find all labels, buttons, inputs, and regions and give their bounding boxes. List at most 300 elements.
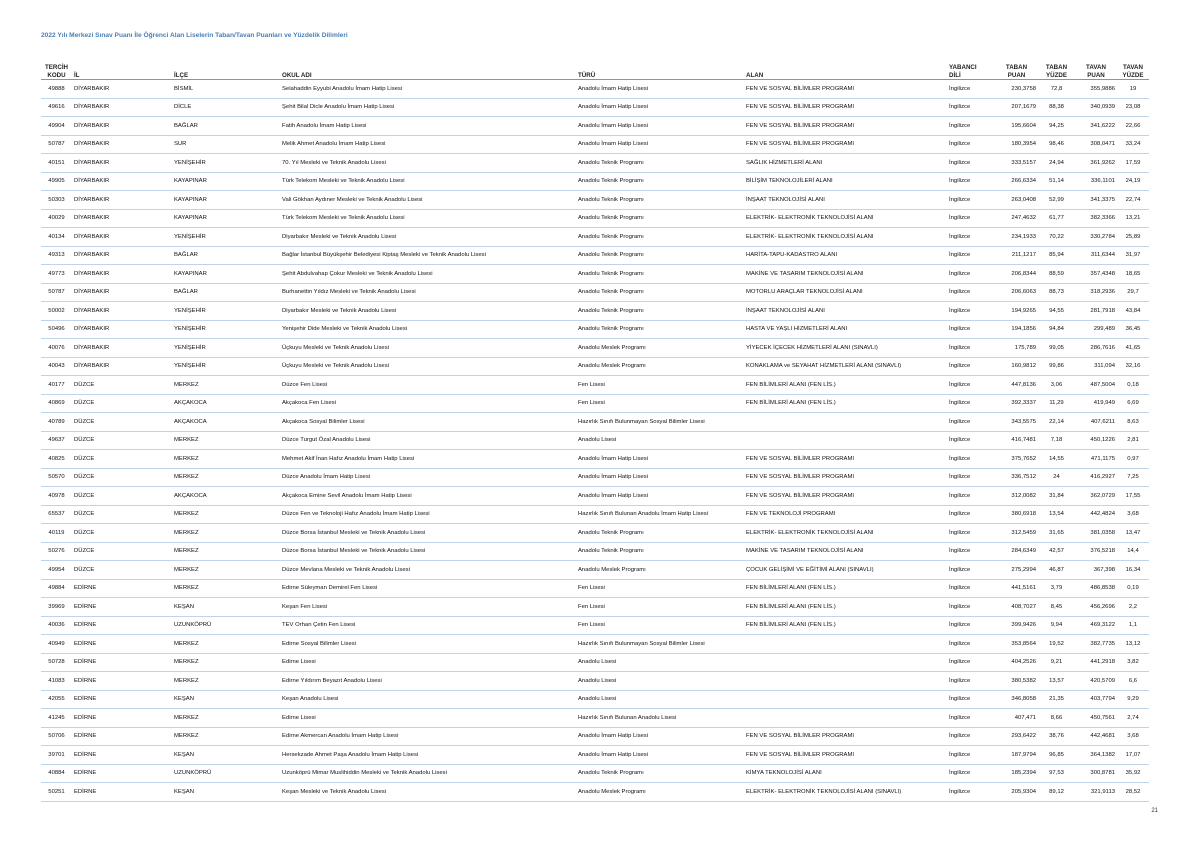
cell-min-percent: 72,8	[1038, 80, 1075, 99]
cell-language: İngilizce	[947, 579, 995, 598]
table-row	[41, 579, 1149, 598]
cell-max-percent: 14,4	[1117, 542, 1149, 561]
table-row	[41, 320, 1149, 339]
cell-language: İngilizce	[947, 468, 995, 487]
cell-max-score: 407,6211	[1075, 413, 1117, 432]
table-row	[41, 783, 1149, 802]
cell-district: MERKEZ	[172, 561, 280, 580]
cell-max-percent: 2,74	[1117, 709, 1149, 728]
cell-type: Anadolu Teknik Programı	[576, 764, 744, 783]
cell-province: DÜZCE	[72, 561, 172, 580]
cell-field	[744, 653, 947, 672]
cell-school-name: 70. Yıl Mesleki ve Teknik Anadolu Lisesi	[280, 154, 576, 173]
cell-type: Anadolu İmam Hatip Lisesi	[576, 80, 744, 99]
cell-school-name: Edirne Lisesi	[280, 709, 576, 728]
cell-province: EDİRNE	[72, 690, 172, 709]
cell-min-percent: 13,57	[1038, 672, 1075, 691]
cell-district: MERKEZ	[172, 579, 280, 598]
cell-min-score: 185,2394	[995, 764, 1038, 783]
table-row	[41, 653, 1149, 672]
cell-code: 50706	[41, 727, 72, 746]
cell-code: 41245	[41, 709, 72, 728]
cell-type: Anadolu İmam Hatip Lisesi	[576, 487, 744, 506]
cell-school-name: Düzce Borsa İstanbul Mesleki ve Teknik Anadolu Lisesi	[280, 524, 576, 543]
cell-code: 49904	[41, 117, 72, 136]
cell-min-score: 247,4632	[995, 209, 1038, 228]
cell-min-score: 266,6334	[995, 172, 1038, 191]
cell-min-score: 160,9812	[995, 357, 1038, 376]
cell-language: İngilizce	[947, 80, 995, 99]
cell-district: AKÇAKOCA	[172, 413, 280, 432]
cell-district: YENİŞEHİR	[172, 228, 280, 247]
table-row	[41, 450, 1149, 469]
table-row	[41, 709, 1149, 728]
cell-type: Anadolu Teknik Programı	[576, 302, 744, 321]
cell-min-score: 392,3337	[995, 394, 1038, 413]
cell-province: DÜZCE	[72, 450, 172, 469]
cell-language: İngilizce	[947, 709, 995, 728]
cell-field	[744, 709, 947, 728]
cell-max-score: 340,0939	[1075, 98, 1117, 117]
cell-max-score: 469,3122	[1075, 616, 1117, 635]
cell-code: 50787	[41, 283, 72, 302]
cell-type: Fen Lisesi	[576, 394, 744, 413]
cell-district: MERKEZ	[172, 450, 280, 469]
cell-code: 49637	[41, 431, 72, 450]
cell-code: 40978	[41, 487, 72, 506]
cell-field: YİYECEK İÇECEK HİZMETLERİ ALANI (SINAVLI)	[744, 339, 947, 358]
cell-district: MERKEZ	[172, 709, 280, 728]
cell-province: DİYARBAKIR	[72, 172, 172, 191]
cell-district: BAĞLAR	[172, 246, 280, 265]
cell-max-percent: 35,92	[1117, 764, 1149, 783]
cell-type: Anadolu Teknik Programı	[576, 320, 744, 339]
cell-min-percent: 88,38	[1038, 98, 1075, 117]
cell-province: EDİRNE	[72, 598, 172, 617]
cell-min-percent: 42,57	[1038, 542, 1075, 561]
table-row	[41, 635, 1149, 654]
cell-min-score: 312,5459	[995, 524, 1038, 543]
cell-language: İngilizce	[947, 746, 995, 765]
cell-language: İngilizce	[947, 598, 995, 617]
cell-min-score: 375,7652	[995, 450, 1038, 469]
cell-district: UZUNKÖPRÜ	[172, 764, 280, 783]
cell-max-score: 419,949	[1075, 394, 1117, 413]
cell-min-score: 343,5575	[995, 413, 1038, 432]
cell-max-percent: 2,2	[1117, 598, 1149, 617]
cell-school-name: Melik Ahmet Anadolu İmam Hatip Lisesi	[280, 135, 576, 154]
cell-school-name: TEV Orhan Çetin Fen Lisesi	[280, 616, 576, 635]
cell-province: EDİRNE	[72, 635, 172, 654]
cell-province: DÜZCE	[72, 505, 172, 524]
cell-district: SUR	[172, 135, 280, 154]
cell-max-score: 367,398	[1075, 561, 1117, 580]
cell-province: DİYARBAKIR	[72, 191, 172, 210]
cell-min-score: 416,7481	[995, 431, 1038, 450]
cell-province: DİYARBAKIR	[72, 246, 172, 265]
cell-school-name: Yenişehir Dide Mesleki ve Teknik Anadolu Lisesi	[280, 320, 576, 339]
cell-max-score: 362,0729	[1075, 487, 1117, 506]
cell-field	[744, 672, 947, 691]
cell-school-name: Diyarbakır Mesleki ve Teknik Anadolu Lisesi	[280, 302, 576, 321]
cell-language: İngilizce	[947, 302, 995, 321]
cell-district: MERKEZ	[172, 505, 280, 524]
cell-code: 41083	[41, 672, 72, 691]
cell-min-score: 194,1856	[995, 320, 1038, 339]
cell-max-percent: 13,21	[1117, 209, 1149, 228]
cell-max-score: 286,7616	[1075, 339, 1117, 358]
cell-type: Anadolu Teknik Programı	[576, 228, 744, 247]
cell-min-score: 407,471	[995, 709, 1038, 728]
cell-min-percent: 9,21	[1038, 653, 1075, 672]
cell-code: 40869	[41, 394, 72, 413]
cell-province: DİYARBAKIR	[72, 228, 172, 247]
cell-school-name: Akçakoca Emine Sevil Anadolu İmam Hatip Lisesi	[280, 487, 576, 506]
cell-max-percent: 22,74	[1117, 191, 1149, 210]
cell-min-score: 353,8564	[995, 635, 1038, 654]
cell-type: Hazırlık Sınıfı Bulunmayan Sosyal Bilimler Lisesi	[576, 635, 744, 654]
cell-district: MERKEZ	[172, 653, 280, 672]
cell-min-score: 175,789	[995, 339, 1038, 358]
cell-province: DÜZCE	[72, 394, 172, 413]
cell-max-percent: 6,6	[1117, 672, 1149, 691]
cell-max-score: 442,4824	[1075, 505, 1117, 524]
cell-province: DÜZCE	[72, 376, 172, 395]
cell-school-name: Edirne Yıldırım Beyazıt Anadolu Lisesi	[280, 672, 576, 691]
cell-school-name: Düzce Borsa İstanbul Mesleki ve Teknik Anadolu Lisesi	[280, 542, 576, 561]
table-row	[41, 413, 1149, 432]
cell-min-percent: 31,65	[1038, 524, 1075, 543]
cell-language: İngilizce	[947, 487, 995, 506]
cell-code: 49773	[41, 265, 72, 284]
cell-province: DÜZCE	[72, 468, 172, 487]
cell-school-name: Düzce Fen Lisesi	[280, 376, 576, 395]
cell-code: 39969	[41, 598, 72, 617]
cell-province: EDİRNE	[72, 764, 172, 783]
cell-type: Anadolu Meslek Programı	[576, 339, 744, 358]
cell-max-percent: 3,68	[1117, 727, 1149, 746]
cell-min-percent: 70,22	[1038, 228, 1075, 247]
table-row	[41, 431, 1149, 450]
cell-min-score: 230,3758	[995, 80, 1038, 99]
cell-school-name: Edirne Süleyman Demirel Fen Lisesi	[280, 579, 576, 598]
cell-max-score: 321,9113	[1075, 783, 1117, 802]
table-header-row	[41, 55, 1149, 80]
cell-code: 50002	[41, 302, 72, 321]
cell-max-percent: 16,34	[1117, 561, 1149, 580]
table-row	[41, 764, 1149, 783]
col-header-province: İL	[72, 55, 172, 80]
cell-code: 40949	[41, 635, 72, 654]
cell-type: Anadolu İmam Hatip Lisesi	[576, 746, 744, 765]
cell-district: MERKEZ	[172, 542, 280, 561]
cell-type: Anadolu Teknik Programı	[576, 209, 744, 228]
cell-language: İngilizce	[947, 524, 995, 543]
cell-field: FEN BİLİMLERİ ALANI (FEN LİS.)	[744, 394, 947, 413]
cell-language: İngilizce	[947, 690, 995, 709]
cell-code: 40884	[41, 764, 72, 783]
cell-max-score: 382,7735	[1075, 635, 1117, 654]
cell-school-name: Diyarbakır Mesleki ve Teknik Anadolu Lisesi	[280, 228, 576, 247]
cell-school-name: Düzce Turgut Özal Anadolu Lisesi	[280, 431, 576, 450]
cell-max-score: 442,4681	[1075, 727, 1117, 746]
cell-school-name: Selahaddin Eyyubi Anadolu İmam Hatip Lisesi	[280, 80, 576, 99]
table-row	[41, 727, 1149, 746]
cell-school-name: Edirne Lisesi	[280, 653, 576, 672]
cell-max-percent: 29,7	[1117, 283, 1149, 302]
cell-language: İngilizce	[947, 783, 995, 802]
cell-school-name: Edirne Akmercan Anadolu İmam Hatip Lisesi	[280, 727, 576, 746]
cell-type: Fen Lisesi	[576, 376, 744, 395]
cell-max-percent: 18,65	[1117, 265, 1149, 284]
cell-field: FEN VE TEKNOLOJİ PROGRAMI	[744, 505, 947, 524]
cell-max-score: 381,0358	[1075, 524, 1117, 543]
cell-language: İngilizce	[947, 653, 995, 672]
cell-min-score: 180,3954	[995, 135, 1038, 154]
cell-field: FEN BİLİMLERİ ALANI (FEN LİS.)	[744, 616, 947, 635]
cell-district: UZUNKÖPRÜ	[172, 616, 280, 635]
table-row	[41, 135, 1149, 154]
cell-max-percent: 2,81	[1117, 431, 1149, 450]
cell-district: KAYAPINAR	[172, 172, 280, 191]
cell-field: FEN VE SOSYAL BİLİMLER PROGRAMI	[744, 80, 947, 99]
cell-language: İngilizce	[947, 320, 995, 339]
cell-min-score: 207,1679	[995, 98, 1038, 117]
cell-field: ELEKTRİK- ELEKTRONİK TEKNOLOJİSİ ALANI	[744, 209, 947, 228]
cell-code: 50303	[41, 191, 72, 210]
cell-type: Anadolu Meslek Programı	[576, 561, 744, 580]
table-row	[41, 376, 1149, 395]
cell-min-score: 404,2526	[995, 653, 1038, 672]
cell-field: İNŞAAT TEKNOLOJİSİ ALANI	[744, 302, 947, 321]
cell-min-percent: 51,14	[1038, 172, 1075, 191]
cell-school-name: Türk Telekom Mesleki ve Teknik Anadolu Lisesi	[280, 172, 576, 191]
cell-district: KAYAPINAR	[172, 191, 280, 210]
cell-district: BAĞLAR	[172, 283, 280, 302]
cell-code: 40043	[41, 357, 72, 376]
cell-province: DİYARBAKIR	[72, 339, 172, 358]
cell-max-percent: 13,12	[1117, 635, 1149, 654]
table-row	[41, 246, 1149, 265]
cell-type: Anadolu Meslek Programı	[576, 783, 744, 802]
cell-code: 49888	[41, 80, 72, 99]
cell-min-score: 399,9426	[995, 616, 1038, 635]
cell-school-name: Bağlar İstanbul Büyükşehir Belediyesi Kiptaş Mesleki ve Teknik Anadolu Lisesi	[280, 246, 576, 265]
cell-max-percent: 31,97	[1117, 246, 1149, 265]
cell-min-percent: 38,76	[1038, 727, 1075, 746]
cell-language: İngilizce	[947, 505, 995, 524]
cell-district: YENİŞEHİR	[172, 154, 280, 173]
cell-district: YENİŞEHİR	[172, 320, 280, 339]
cell-field: MAKİNE VE TASARIM TEKNOLOJİSİ ALANI	[744, 542, 947, 561]
cell-district: BİSMİL	[172, 80, 280, 99]
cell-min-score: 195,6604	[995, 117, 1038, 136]
cell-field: FEN VE SOSYAL BİLİMLER PROGRAMI	[744, 746, 947, 765]
cell-school-name: Keşan Fen Lisesi	[280, 598, 576, 617]
cell-province: DİYARBAKIR	[72, 135, 172, 154]
cell-max-percent: 19	[1117, 80, 1149, 99]
cell-min-percent: 94,84	[1038, 320, 1075, 339]
cell-min-percent: 11,29	[1038, 394, 1075, 413]
cell-max-score: 364,1382	[1075, 746, 1117, 765]
cell-school-name: Düzce Mevlana Mesleki ve Teknik Anadolu Lisesi	[280, 561, 576, 580]
cell-min-percent: 88,59	[1038, 265, 1075, 284]
cell-language: İngilizce	[947, 209, 995, 228]
cell-max-percent: 0,97	[1117, 450, 1149, 469]
cell-min-percent: 46,87	[1038, 561, 1075, 580]
cell-province: EDİRNE	[72, 727, 172, 746]
cell-max-score: 299,489	[1075, 320, 1117, 339]
cell-min-percent: 21,35	[1038, 690, 1075, 709]
cell-max-percent: 33,24	[1117, 135, 1149, 154]
cell-field: ÇOCUK GELİŞİMİ VE EĞİTİMİ ALANI (SINAVLI)	[744, 561, 947, 580]
cell-field	[744, 690, 947, 709]
table-row	[41, 690, 1149, 709]
cell-province: EDİRNE	[72, 672, 172, 691]
cell-max-percent: 25,89	[1117, 228, 1149, 247]
cell-max-score: 456,2696	[1075, 598, 1117, 617]
cell-province: DİYARBAKIR	[72, 283, 172, 302]
cell-max-score: 450,7561	[1075, 709, 1117, 728]
cell-max-score: 361,9262	[1075, 154, 1117, 173]
cell-type: Anadolu Teknik Programı	[576, 191, 744, 210]
school-scores-table	[41, 55, 1149, 802]
cell-type: Anadolu Meslek Programı	[576, 357, 744, 376]
cell-district: MERKEZ	[172, 727, 280, 746]
cell-language: İngilizce	[947, 616, 995, 635]
cell-min-score: 441,5161	[995, 579, 1038, 598]
cell-type: Anadolu Teknik Programı	[576, 172, 744, 191]
table-row	[41, 487, 1149, 506]
cell-code: 42055	[41, 690, 72, 709]
cell-province: EDİRNE	[72, 653, 172, 672]
cell-field: KONAKLAMA ve SEYAHAT HİZMETLERİ ALANI (SINAVLI)	[744, 357, 947, 376]
cell-language: İngilizce	[947, 191, 995, 210]
cell-max-percent: 0,18	[1117, 376, 1149, 395]
cell-school-name: Keşan Anadolu Lisesi	[280, 690, 576, 709]
cell-field: BİLİŞİM TEKNOLOJİLERİ ALANI	[744, 172, 947, 191]
cell-type: Fen Lisesi	[576, 598, 744, 617]
cell-code: 49954	[41, 561, 72, 580]
cell-max-score: 382,3366	[1075, 209, 1117, 228]
table-row	[41, 746, 1149, 765]
cell-max-percent: 8,63	[1117, 413, 1149, 432]
cell-max-percent: 3,68	[1117, 505, 1149, 524]
cell-max-score: 341,6222	[1075, 117, 1117, 136]
cell-school-name: Vali Gökhan Aydıner Mesleki ve Teknik Anadolu Lisesi	[280, 191, 576, 210]
table-row	[41, 228, 1149, 247]
cell-code: 40076	[41, 339, 72, 358]
cell-school-name: Şehit Bilal Dicle Anadolu İmam Hatip Lisesi	[280, 98, 576, 117]
cell-district: AKÇAKOCA	[172, 394, 280, 413]
cell-min-score: 205,9304	[995, 783, 1038, 802]
cell-language: İngilizce	[947, 98, 995, 117]
cell-max-percent: 6,69	[1117, 394, 1149, 413]
cell-language: İngilizce	[947, 154, 995, 173]
cell-district: DİCLE	[172, 98, 280, 117]
cell-type: Anadolu Teknik Programı	[576, 283, 744, 302]
cell-field: FEN VE SOSYAL BİLİMLER PROGRAMI	[744, 450, 947, 469]
cell-max-score: 311,6344	[1075, 246, 1117, 265]
cell-code: 40134	[41, 228, 72, 247]
cell-province: DÜZCE	[72, 542, 172, 561]
cell-min-percent: 97,53	[1038, 764, 1075, 783]
cell-type: Anadolu İmam Hatip Lisesi	[576, 727, 744, 746]
cell-max-score: 416,2927	[1075, 468, 1117, 487]
table-row	[41, 80, 1149, 99]
cell-min-percent: 13,54	[1038, 505, 1075, 524]
cell-max-score: 318,2936	[1075, 283, 1117, 302]
cell-code: 49905	[41, 172, 72, 191]
cell-min-percent: 98,46	[1038, 135, 1075, 154]
cell-type: Anadolu İmam Hatip Lisesi	[576, 450, 744, 469]
page-number: 21	[1151, 808, 1158, 814]
cell-type: Anadolu Teknik Programı	[576, 524, 744, 543]
cell-min-score: 312,0082	[995, 487, 1038, 506]
cell-max-score: 450,1226	[1075, 431, 1117, 450]
table-body	[41, 80, 1149, 802]
cell-language: İngilizce	[947, 228, 995, 247]
cell-max-percent: 1,1	[1117, 616, 1149, 635]
cell-max-score: 355,9886	[1075, 80, 1117, 99]
cell-max-score: 441,2918	[1075, 653, 1117, 672]
cell-language: İngilizce	[947, 265, 995, 284]
cell-field: FEN VE SOSYAL BİLİMLER PROGRAMI	[744, 727, 947, 746]
cell-min-percent: 3,06	[1038, 376, 1075, 395]
cell-language: İngilizce	[947, 394, 995, 413]
cell-province: DİYARBAKIR	[72, 320, 172, 339]
cell-field: MAKİNE VE TASARIM TEKNOLOJİSİ ALANI	[744, 265, 947, 284]
cell-max-percent: 0,19	[1117, 579, 1149, 598]
cell-code: 65537	[41, 505, 72, 524]
cell-max-score: 487,5004	[1075, 376, 1117, 395]
cell-district: MERKEZ	[172, 635, 280, 654]
table-row	[41, 468, 1149, 487]
cell-min-score: 263,0408	[995, 191, 1038, 210]
cell-district: KAYAPINAR	[172, 209, 280, 228]
cell-max-percent: 28,52	[1117, 783, 1149, 802]
cell-type: Anadolu Lisesi	[576, 690, 744, 709]
table-row	[41, 302, 1149, 321]
cell-max-percent: 17,59	[1117, 154, 1149, 173]
cell-field: FEN BİLİMLERİ ALANI (FEN LİS.)	[744, 376, 947, 395]
cell-code: 49313	[41, 246, 72, 265]
cell-school-name: Burhanettin Yıldız Mesleki ve Teknik Anadolu Lisesi	[280, 283, 576, 302]
cell-language: İngilizce	[947, 727, 995, 746]
cell-province: DİYARBAKIR	[72, 117, 172, 136]
cell-code: 39701	[41, 746, 72, 765]
cell-language: İngilizce	[947, 117, 995, 136]
cell-field	[744, 431, 947, 450]
cell-min-percent: 99,05	[1038, 339, 1075, 358]
cell-language: İngilizce	[947, 246, 995, 265]
cell-school-name: Üçkuyu Mesleki ve Teknik Anadolu Lisesi	[280, 357, 576, 376]
cell-code: 40036	[41, 616, 72, 635]
cell-type: Hazırlık Sınıfı Bulunan Anadolu Lisesi	[576, 709, 744, 728]
cell-type: Anadolu İmam Hatip Lisesi	[576, 117, 744, 136]
cell-field: FEN VE SOSYAL BİLİMLER PROGRAMI	[744, 98, 947, 117]
cell-type: Anadolu İmam Hatip Lisesi	[576, 98, 744, 117]
cell-code: 50276	[41, 542, 72, 561]
cell-max-score: 336,1101	[1075, 172, 1117, 191]
cell-language: İngilizce	[947, 764, 995, 783]
cell-min-score: 234,1933	[995, 228, 1038, 247]
cell-min-score: 336,7512	[995, 468, 1038, 487]
cell-code: 49616	[41, 98, 72, 117]
cell-language: İngilizce	[947, 376, 995, 395]
cell-min-score: 346,8058	[995, 690, 1038, 709]
cell-school-name: Akçakoca Sosyal Bilimler Lisesi	[280, 413, 576, 432]
